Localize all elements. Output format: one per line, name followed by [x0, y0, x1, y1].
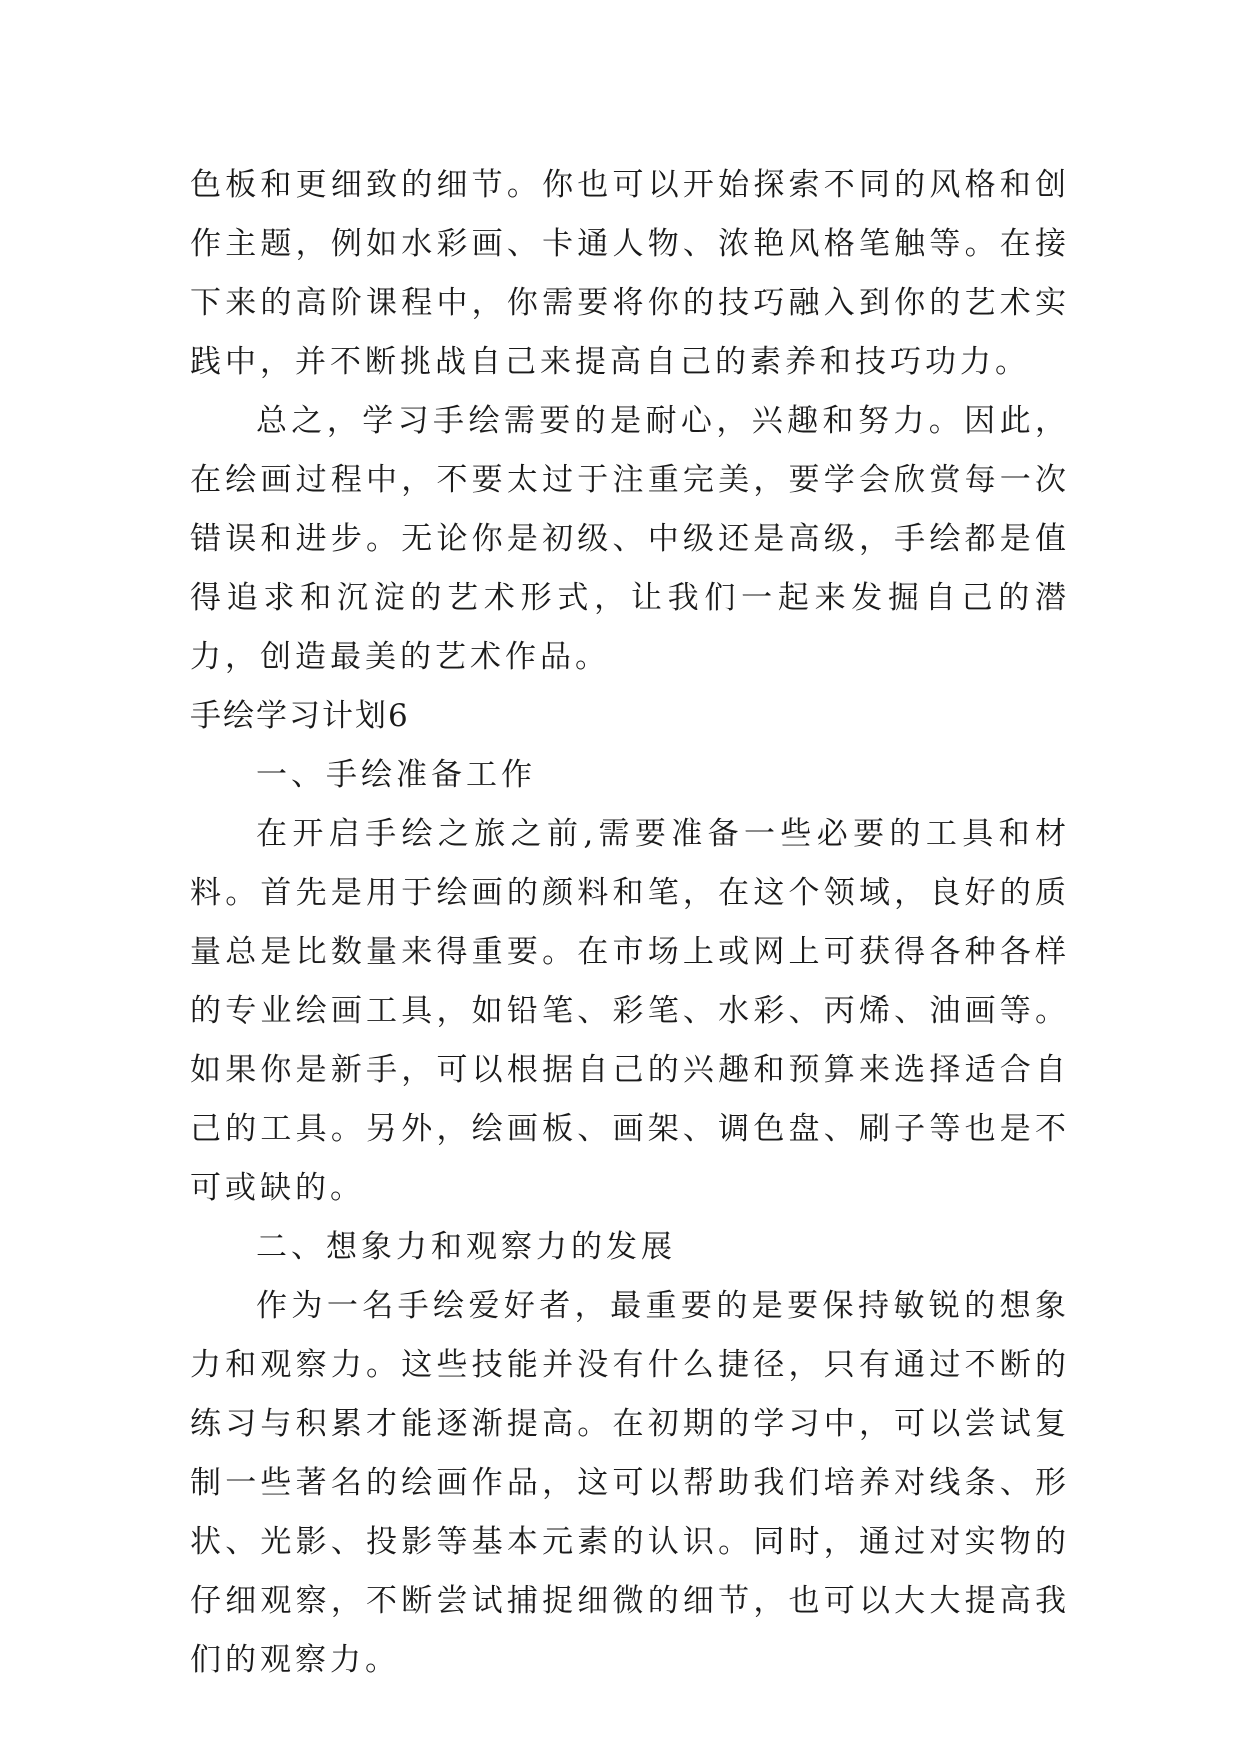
section-title: 手绘学习计划6 — [190, 698, 410, 734]
subheading-imagination: 二、想象力和观察力的发展 — [256, 1229, 676, 1265]
paragraph-continuation: 色板和更细致的细节。你也可以开始探索不同的风格和创作主题，例如水彩画、卡通人物、浓艳风格笔触等。在接下来的高阶课程中，你需要将你的技巧融入到你的艺术实践中，并不断挑战自己来提高自己的素养和技巧功力。 — [190, 167, 1070, 380]
paragraph-preparation: 在开启手绘之旅之前,需要准备一些必要的工具和材料。首先是用于绘画的颜料和笔，在这个领域，良好的质量总是比数量来得重要。在市场上或网上可获得各种各样的专业绘画工具，如铅笔、彩笔、水彩、丙烯、油画等。如果你是新手，可以根据自己的兴趣和预算来选择适合自己的工具。另外，绘画板、画架、调色盘、刷子等也是不可或缺的。 — [190, 816, 1070, 1206]
document-body — [190, 156, 1070, 1690]
paragraph-imagination: 作为一名手绘爱好者，最重要的是要保持敏锐的想象力和观察力。这些技能并没有什么捷径，只有通过不断的练习与积累才能逐渐提高。在初期的学习中，可以尝试复制一些著名的绘画作品，这可以帮助我们培养对线条、形状、光影、投影等基本元素的认识。同时，通过对实物的仔细观察，不断尝试捕捉细微的细节，也可以大大提高我们的观察力。 — [190, 1288, 1070, 1678]
paragraph-summary: 总之，学习手绘需要的是耐心，兴趣和努力。因此，在绘画过程中，不要太过于注重完美，要学会欣赏每一次错误和进步。无论你是初级、中级还是高级，手绘都是值得追求和沉淀的艺术形式，让我们一起来发掘自己的潜力，创造最美的艺术作品。 — [190, 403, 1070, 675]
subheading-preparation: 一、手绘准备工作 — [256, 757, 536, 793]
